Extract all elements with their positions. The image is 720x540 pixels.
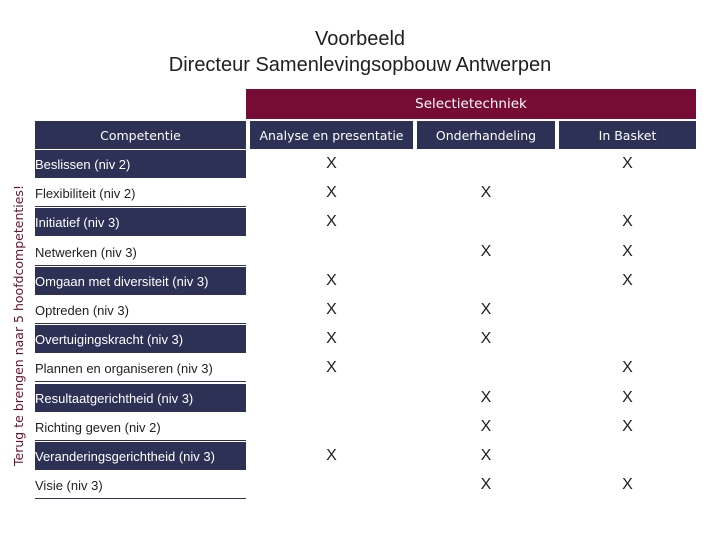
competency-name: Optreden (niv 3) — [35, 296, 246, 324]
selection-mark: X — [480, 389, 492, 406]
selection-mark — [250, 384, 413, 412]
selection-mark: X — [480, 301, 492, 318]
column-header-onderhandeling: Onderhandeling — [417, 121, 555, 149]
column-header-inbasket: In Basket — [559, 121, 696, 149]
row-divider — [35, 206, 246, 207]
page-subtitle: Directeur Samenlevingsopbouw Antwerpen — [168, 54, 552, 76]
selection-mark: X — [622, 213, 633, 230]
selection-mark — [417, 354, 555, 382]
back-to-competencies-link[interactable] — [8, 155, 28, 495]
selection-mark: X — [480, 476, 492, 493]
selection-mark: X — [480, 418, 492, 435]
selection-mark — [250, 471, 413, 499]
competency-name: Resultaatgerichtheid (niv 3) — [35, 384, 246, 412]
selection-mark: X — [326, 359, 337, 376]
selection-mark — [559, 179, 696, 207]
competency-name: Beslissen (niv 2) — [35, 150, 246, 178]
selection-mark — [250, 413, 413, 441]
competency-name: Netwerken (niv 3) — [35, 238, 246, 266]
selection-mark: X — [326, 272, 337, 289]
selection-mark: X — [480, 330, 492, 347]
selection-mark: X — [622, 272, 633, 289]
competency-name: Omgaan met diversiteit (niv 3) — [35, 267, 246, 295]
selection-mark: X — [326, 184, 337, 201]
selection-mark: X — [480, 184, 492, 201]
competency-name: Plannen en organiseren (niv 3) — [35, 354, 246, 382]
selection-mark: X — [326, 213, 337, 230]
competency-name: Overtuigingskracht (niv 3) — [35, 325, 246, 353]
selection-mark: X — [622, 418, 633, 435]
row-divider — [35, 440, 246, 441]
row-divider — [35, 381, 246, 382]
selection-mark: X — [480, 447, 492, 464]
selection-mark — [417, 208, 555, 236]
competency-name: Richting geven (niv 2) — [35, 413, 246, 441]
selection-mark: X — [622, 243, 633, 260]
column-header-analyse: Analyse en presentatie — [250, 121, 413, 149]
competency-name: Flexibiliteit (niv 2) — [35, 179, 246, 207]
competency-name: Visie (niv 3) — [35, 471, 246, 499]
competency-name: Veranderingsgerichtheid (niv 3) — [35, 442, 246, 470]
selection-mark — [417, 150, 555, 178]
selection-mark — [559, 325, 696, 353]
selection-mark: X — [622, 389, 633, 406]
row-divider — [35, 265, 246, 266]
selection-mark: X — [480, 243, 492, 260]
column-header-competentie: Competentie — [35, 121, 246, 149]
vertical-link-label: Terug te brengen naar 5 hoofdcompetenties! — [10, 184, 26, 466]
row-divider — [35, 323, 246, 324]
row-divider — [35, 498, 246, 499]
page-title: Voorbeeld — [314, 28, 406, 50]
selection-mark — [417, 267, 555, 295]
selection-mark: X — [622, 476, 633, 493]
selection-mark: X — [326, 301, 337, 318]
selection-mark: X — [622, 359, 633, 376]
selectietechniek-header: Selectietechniek — [246, 89, 696, 119]
selection-mark: X — [326, 447, 337, 464]
selection-mark — [559, 442, 696, 470]
selection-mark — [559, 296, 696, 324]
selection-mark: X — [326, 330, 337, 347]
selection-mark: X — [326, 155, 337, 172]
competency-name: Initiatief (niv 3) — [35, 208, 246, 236]
selection-mark — [250, 238, 413, 266]
selection-mark: X — [622, 155, 633, 172]
